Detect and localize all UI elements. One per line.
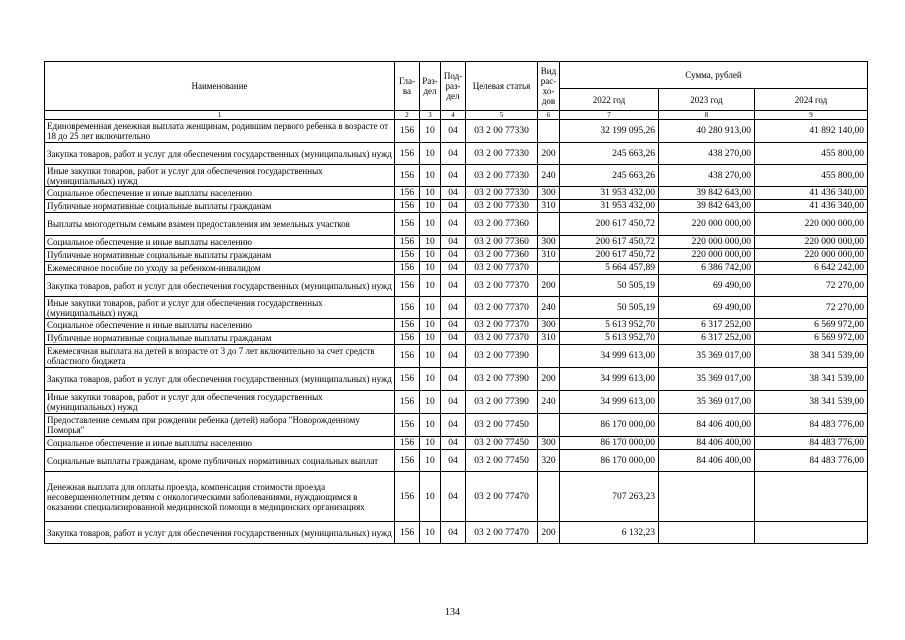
table-row (45, 275, 868, 297)
row-subsection: 04 (441, 472, 466, 522)
header-expense-type: Вид рас-хо-дов (538, 62, 560, 111)
row-subsection: 04 (441, 262, 466, 275)
table-row (45, 297, 868, 319)
row-expense-type: 200 (538, 275, 560, 297)
row-sum-2023: 6 317 252,00 (659, 332, 755, 345)
row-section: 10 (420, 368, 441, 391)
header-target: Целевая статья (466, 62, 538, 111)
row-sum-2023: 220 000 000,00 (659, 249, 755, 262)
row-subsection: 04 (441, 143, 466, 165)
row-section: 10 (420, 319, 441, 332)
row-expense-type: 300 (538, 236, 560, 249)
row-target: 03 2 00 77360 (466, 236, 538, 249)
row-target: 03 2 00 77330 (466, 120, 538, 143)
row-sum-2022: 34 999 613,00 (560, 391, 659, 414)
row-expense-type: 200 (538, 522, 560, 544)
column-number-row (45, 111, 868, 120)
column-number: 4 (441, 111, 466, 120)
row-sum-2024: 41 436 340,00 (755, 200, 868, 213)
row-name: Закупка товаров, работ и услуг для обеспечения государственных (муниципальных) нужд (45, 275, 395, 297)
header-year-2023: 2023 год (659, 89, 755, 111)
row-sum-2022: 245 663,26 (560, 165, 659, 187)
row-sum-2024: 6 642 242,00 (755, 262, 868, 275)
column-number: 8 (659, 111, 755, 120)
table-row (45, 437, 868, 450)
row-expense-type (538, 472, 560, 522)
row-sum-2022: 86 170 000,00 (560, 414, 659, 437)
row-target: 03 2 00 77450 (466, 450, 538, 472)
row-section: 10 (420, 143, 441, 165)
row-sum-2023: 6 317 252,00 (659, 319, 755, 332)
row-sum-2022: 707 263,23 (560, 472, 659, 522)
row-target: 03 2 00 77450 (466, 437, 538, 450)
row-sum-2024 (755, 522, 868, 544)
row-sum-2024: 72 270,00 (755, 297, 868, 319)
row-chapter: 156 (395, 345, 420, 368)
row-expense-type: 300 (538, 187, 560, 200)
column-number: 9 (755, 111, 868, 120)
row-chapter: 156 (395, 332, 420, 345)
row-target: 03 2 00 77370 (466, 275, 538, 297)
budget-table (44, 61, 868, 544)
row-target: 03 2 00 77470 (466, 472, 538, 522)
table-row (45, 249, 868, 262)
row-sum-2024: 455 800,00 (755, 165, 868, 187)
row-chapter: 156 (395, 522, 420, 544)
row-name: Иные закупки товаров, работ и услуг для обеспечения государственных (муниципальных) нужд (45, 297, 395, 319)
table-row (45, 368, 868, 391)
row-subsection: 04 (441, 345, 466, 368)
row-sum-2023: 35 369 017,00 (659, 391, 755, 414)
row-section: 10 (420, 522, 441, 544)
row-subsection: 04 (441, 120, 466, 143)
row-name: Публичные нормативные социальные выплаты гражданам (45, 249, 395, 262)
row-chapter: 156 (395, 472, 420, 522)
row-sum-2024: 84 483 776,00 (755, 450, 868, 472)
row-sum-2024: 455 800,00 (755, 143, 868, 165)
row-sum-2024 (755, 472, 868, 522)
table-row (45, 345, 868, 368)
row-section: 10 (420, 187, 441, 200)
table-row (45, 319, 868, 332)
table-row (45, 332, 868, 345)
column-number: 5 (466, 111, 538, 120)
column-number: 2 (395, 111, 420, 120)
row-expense-type (538, 414, 560, 437)
row-target: 03 2 00 77450 (466, 414, 538, 437)
row-expense-type: 200 (538, 143, 560, 165)
row-subsection: 04 (441, 187, 466, 200)
row-sum-2024: 41 892 140,00 (755, 120, 868, 143)
row-chapter: 156 (395, 143, 420, 165)
row-expense-type: 240 (538, 391, 560, 414)
row-sum-2023: 39 842 643,00 (659, 200, 755, 213)
header-year-2024: 2024 год (755, 89, 868, 111)
table-row (45, 522, 868, 544)
row-subsection: 04 (441, 522, 466, 544)
table-row (45, 262, 868, 275)
row-sum-2023: 39 842 643,00 (659, 187, 755, 200)
row-chapter: 156 (395, 187, 420, 200)
header-subsection: Под-раз-дел (441, 62, 466, 111)
row-section: 10 (420, 249, 441, 262)
row-section: 10 (420, 472, 441, 522)
row-subsection: 04 (441, 165, 466, 187)
row-subsection: 04 (441, 332, 466, 345)
row-name: Выплаты многодетным семьям взамен предоставления им земельных участков (45, 213, 395, 236)
row-expense-type: 310 (538, 249, 560, 262)
column-number: 7 (560, 111, 659, 120)
row-expense-type (538, 345, 560, 368)
row-sum-2023: 438 270,00 (659, 165, 755, 187)
row-section: 10 (420, 200, 441, 213)
row-section: 10 (420, 414, 441, 437)
row-sum-2022: 34 999 613,00 (560, 345, 659, 368)
row-chapter: 156 (395, 249, 420, 262)
row-expense-type: 240 (538, 165, 560, 187)
row-sum-2022: 34 999 613,00 (560, 368, 659, 391)
header-chapter: Гла-ва (395, 62, 420, 111)
row-expense-type (538, 213, 560, 236)
row-name: Публичные нормативные социальные выплаты гражданам (45, 332, 395, 345)
row-name: Закупка товаров, работ и услуг для обеспечения государственных (муниципальных) нужд (45, 368, 395, 391)
row-sum-2024: 84 483 776,00 (755, 414, 868, 437)
table-row (45, 472, 868, 522)
row-sum-2022: 5 613 952,70 (560, 319, 659, 332)
row-name: Публичные нормативные социальные выплаты гражданам (45, 200, 395, 213)
row-target: 03 2 00 77390 (466, 345, 538, 368)
row-target: 03 2 00 77470 (466, 522, 538, 544)
row-chapter: 156 (395, 165, 420, 187)
row-sum-2023: 6 386 742,00 (659, 262, 755, 275)
row-name: Социальное обеспечение и иные выплаты населению (45, 437, 395, 450)
row-sum-2023: 220 000 000,00 (659, 213, 755, 236)
row-subsection: 04 (441, 450, 466, 472)
row-sum-2023: 35 369 017,00 (659, 368, 755, 391)
row-target: 03 2 00 77390 (466, 391, 538, 414)
row-sum-2022: 200 617 450,72 (560, 249, 659, 262)
row-section: 10 (420, 213, 441, 236)
row-sum-2023: 84 406 400,00 (659, 414, 755, 437)
row-sum-2024: 84 483 776,00 (755, 437, 868, 450)
table-row (45, 236, 868, 249)
row-sum-2024: 38 341 539,00 (755, 391, 868, 414)
row-target: 03 2 00 77330 (466, 187, 538, 200)
row-chapter: 156 (395, 236, 420, 249)
row-sum-2022: 200 617 450,72 (560, 213, 659, 236)
row-sum-2022: 6 132,23 (560, 522, 659, 544)
row-name: Предоставление семьям при рождении ребенка (детей) набора "Новорожденному Поморья" (45, 414, 395, 437)
row-section: 10 (420, 165, 441, 187)
row-subsection: 04 (441, 275, 466, 297)
row-subsection: 04 (441, 200, 466, 213)
row-target: 03 2 00 77370 (466, 297, 538, 319)
row-chapter: 156 (395, 368, 420, 391)
row-section: 10 (420, 262, 441, 275)
row-target: 03 2 00 77370 (466, 319, 538, 332)
row-target: 03 2 00 77330 (466, 165, 538, 187)
header-year-2022: 2022 год (560, 89, 659, 111)
row-subsection: 04 (441, 414, 466, 437)
row-target: 03 2 00 77370 (466, 332, 538, 345)
row-section: 10 (420, 236, 441, 249)
row-section: 10 (420, 275, 441, 297)
row-name: Единовременная денежная выплата женщинам, родившим первого ребенка в возрасте от 18 до 25 лет включительно (45, 120, 395, 143)
row-sum-2022: 31 953 432,00 (560, 187, 659, 200)
row-expense-type: 300 (538, 319, 560, 332)
row-name: Денежная выплата для оплаты проезда, компенсация стоимости проезда несовершеннолетним детям с онкологическими заболеваниями, нуждающимся в оказании специализированной медицинской помощи в медицинских организациях (45, 472, 395, 522)
row-sum-2023: 35 369 017,00 (659, 345, 755, 368)
row-sum-2022: 5 664 457,89 (560, 262, 659, 275)
row-expense-type: 300 (538, 437, 560, 450)
row-target: 03 2 00 77390 (466, 368, 538, 391)
row-sum-2024: 220 000 000,00 (755, 213, 868, 236)
table-row (45, 143, 868, 165)
table-row (45, 391, 868, 414)
row-sum-2024: 72 270,00 (755, 275, 868, 297)
row-chapter: 156 (395, 414, 420, 437)
row-subsection: 04 (441, 236, 466, 249)
row-name: Социальное обеспечение и иные выплаты населению (45, 236, 395, 249)
row-section: 10 (420, 297, 441, 319)
row-sum-2022: 32 199 095,26 (560, 120, 659, 143)
row-subsection: 04 (441, 391, 466, 414)
row-sum-2022: 50 505,19 (560, 297, 659, 319)
column-number: 1 (45, 111, 395, 120)
row-sum-2022: 86 170 000,00 (560, 437, 659, 450)
row-sum-2022: 50 505,19 (560, 275, 659, 297)
row-section: 10 (420, 332, 441, 345)
row-target: 03 2 00 77330 (466, 143, 538, 165)
header-sum: Сумма, рублей (560, 62, 868, 89)
row-expense-type (538, 120, 560, 143)
table-row (45, 213, 868, 236)
row-name: Иные закупки товаров, работ и услуг для обеспечения государственных (муниципальных) нужд (45, 165, 395, 187)
row-name: Закупка товаров, работ и услуг для обеспечения государственных (муниципальных) нужд (45, 522, 395, 544)
row-subsection: 04 (441, 319, 466, 332)
table-body (45, 120, 868, 544)
row-sum-2024: 220 000 000,00 (755, 249, 868, 262)
row-chapter: 156 (395, 262, 420, 275)
row-sum-2023: 220 000 000,00 (659, 236, 755, 249)
row-target: 03 2 00 77330 (466, 200, 538, 213)
row-subsection: 04 (441, 368, 466, 391)
row-section: 10 (420, 391, 441, 414)
row-sum-2024: 220 000 000,00 (755, 236, 868, 249)
row-expense-type: 320 (538, 450, 560, 472)
table-row (45, 120, 868, 143)
row-sum-2022: 86 170 000,00 (560, 450, 659, 472)
row-section: 10 (420, 345, 441, 368)
row-target: 03 2 00 77360 (466, 213, 538, 236)
page-number: 134 (445, 607, 460, 618)
row-sum-2024: 6 569 972,00 (755, 332, 868, 345)
table-row (45, 450, 868, 472)
header-name: Наименование (45, 62, 395, 111)
row-subsection: 04 (441, 249, 466, 262)
table-row (45, 414, 868, 437)
row-sum-2023 (659, 522, 755, 544)
row-name: Ежемесячная выплата на детей в возрасте от 3 до 7 лет включительно за счет средств областного бюджета (45, 345, 395, 368)
row-sum-2023: 69 490,00 (659, 275, 755, 297)
row-expense-type: 310 (538, 332, 560, 345)
row-sum-2023 (659, 472, 755, 522)
row-expense-type: 200 (538, 368, 560, 391)
row-sum-2023: 69 490,00 (659, 297, 755, 319)
row-sum-2022: 245 663,26 (560, 143, 659, 165)
row-expense-type: 310 (538, 200, 560, 213)
row-sum-2024: 38 341 539,00 (755, 345, 868, 368)
row-sum-2024: 38 341 539,00 (755, 368, 868, 391)
row-chapter: 156 (395, 275, 420, 297)
row-subsection: 04 (441, 297, 466, 319)
header-section: Раз-дел (420, 62, 441, 111)
row-name: Социальное обеспечение и иные выплаты населению (45, 319, 395, 332)
row-name: Иные закупки товаров, работ и услуг для обеспечения государственных (муниципальных) нужд (45, 391, 395, 414)
table-row (45, 165, 868, 187)
row-sum-2022: 31 953 432,00 (560, 200, 659, 213)
column-number: 6 (538, 111, 560, 120)
row-section: 10 (420, 450, 441, 472)
table-row (45, 200, 868, 213)
row-chapter: 156 (395, 450, 420, 472)
row-subsection: 04 (441, 213, 466, 236)
row-subsection: 04 (441, 437, 466, 450)
row-expense-type: 240 (538, 297, 560, 319)
column-number: 3 (420, 111, 441, 120)
row-chapter: 156 (395, 213, 420, 236)
row-chapter: 156 (395, 391, 420, 414)
row-expense-type (538, 262, 560, 275)
row-sum-2023: 84 406 400,00 (659, 437, 755, 450)
row-name: Закупка товаров, работ и услуг для обеспечения государственных (муниципальных) нужд (45, 143, 395, 165)
row-sum-2024: 6 569 972,00 (755, 319, 868, 332)
row-name: Социальное обеспечение и иные выплаты населению (45, 187, 395, 200)
row-target: 03 2 00 77360 (466, 249, 538, 262)
row-name: Ежемесячное пособие по уходу за ребенком-инвалидом (45, 262, 395, 275)
row-target: 03 2 00 77370 (466, 262, 538, 275)
row-sum-2023: 40 280 913,00 (659, 120, 755, 143)
row-sum-2022: 200 617 450,72 (560, 236, 659, 249)
row-section: 10 (420, 120, 441, 143)
row-sum-2023: 438 270,00 (659, 143, 755, 165)
row-name: Социальные выплаты гражданам, кроме публичных нормативных социальных выплат (45, 450, 395, 472)
row-chapter: 156 (395, 437, 420, 450)
row-sum-2022: 5 613 952,70 (560, 332, 659, 345)
row-section: 10 (420, 437, 441, 450)
row-chapter: 156 (395, 200, 420, 213)
row-chapter: 156 (395, 120, 420, 143)
row-chapter: 156 (395, 319, 420, 332)
table-row (45, 187, 868, 200)
row-sum-2023: 84 406 400,00 (659, 450, 755, 472)
row-sum-2024: 41 436 340,00 (755, 187, 868, 200)
row-chapter: 156 (395, 297, 420, 319)
